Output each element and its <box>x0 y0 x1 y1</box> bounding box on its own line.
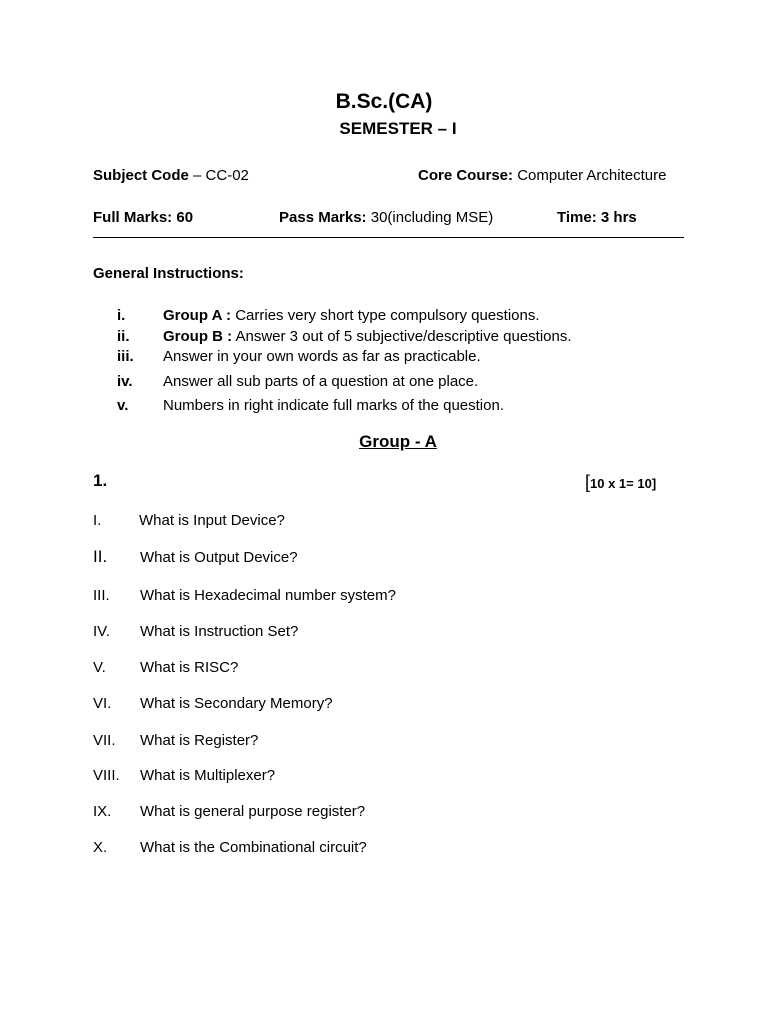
instruction-number: iv. <box>117 373 133 390</box>
subquestion-text: What is Multiplexer? <box>140 767 276 784</box>
pass-marks-label: Pass Marks: <box>279 209 367 226</box>
subquestion-number: VI. <box>93 695 112 712</box>
instruction-number: ii. <box>117 328 130 345</box>
marks-value: 10 x 1= 10] <box>590 476 657 491</box>
subquestion-text: What is the Combinational circuit? <box>140 839 367 856</box>
instruction-bold: Group B : <box>163 328 233 345</box>
subquestion-number: X. <box>93 839 108 856</box>
subject-code-separator: – <box>188 167 206 184</box>
question-marks <box>585 472 656 493</box>
subquestion-number: II. <box>93 547 108 566</box>
subquestion-number: I. <box>93 512 102 529</box>
core-course-value: Computer Architecture <box>513 167 667 184</box>
instruction-text: Numbers in right indicate full marks of the question. <box>163 397 504 414</box>
core-course <box>418 167 666 184</box>
subquestion-text: What is Hexadecimal number system? <box>140 587 396 604</box>
pass-marks-value: 30(including MSE) <box>366 209 494 226</box>
pass-marks <box>279 209 493 226</box>
instruction-body: Answer 3 out of 5 subjective/descriptive questions. <box>232 328 572 345</box>
subquestion-text: What is Register? <box>140 732 259 749</box>
instruction-text <box>163 307 540 324</box>
document-title: B.Sc.(CA) <box>335 90 433 113</box>
instruction-text: Answer all sub parts of a question at one place. <box>163 373 479 390</box>
subquestion-number: VII. <box>93 732 116 749</box>
subquestion-text: What is Output Device? <box>140 549 298 566</box>
subquestion-number: VIII. <box>93 767 120 784</box>
subquestion-text: What is Secondary Memory? <box>140 695 333 712</box>
marks-bracket: [ <box>585 472 591 492</box>
group-a-heading <box>0 432 768 452</box>
subquestion-text: What is RISC? <box>140 659 239 676</box>
subject-code <box>93 167 249 184</box>
instruction-bold: Group A : <box>163 307 232 324</box>
instruction-body: Carries very short type compulsory questions. <box>231 307 540 324</box>
time-allowed <box>557 209 637 226</box>
general-instructions-heading: General Instructions: <box>93 265 244 282</box>
time-text: Time: 3 hrs <box>557 209 637 226</box>
subquestion-text: What is Input Device? <box>139 512 285 529</box>
instruction-number: i. <box>117 307 126 324</box>
full-marks <box>93 209 193 226</box>
instruction-number: v. <box>117 397 129 414</box>
subquestion-number: V. <box>93 659 106 676</box>
subject-code-label: Subject Code <box>93 167 189 184</box>
group-a-heading-text: Group - A <box>359 432 437 451</box>
instruction-text <box>163 328 572 345</box>
subquestion-text: What is Instruction Set? <box>140 623 299 640</box>
question-number: 1. <box>93 471 108 490</box>
subquestion-number: III. <box>93 587 110 604</box>
instruction-number: iii. <box>117 348 134 365</box>
semester-heading: SEMESTER – I <box>339 119 457 138</box>
subquestion-number: IV. <box>93 623 110 640</box>
subject-code-value: CC-02 <box>205 167 249 184</box>
core-course-label: Core Course: <box>418 167 514 184</box>
subquestion-text: What is general purpose register? <box>140 803 366 820</box>
subquestion-number: IX. <box>93 803 112 820</box>
full-marks-text: Full Marks: 60 <box>93 209 194 226</box>
instruction-text: Answer in your own words as far as practicable. <box>163 348 481 365</box>
header-divider <box>93 237 684 238</box>
